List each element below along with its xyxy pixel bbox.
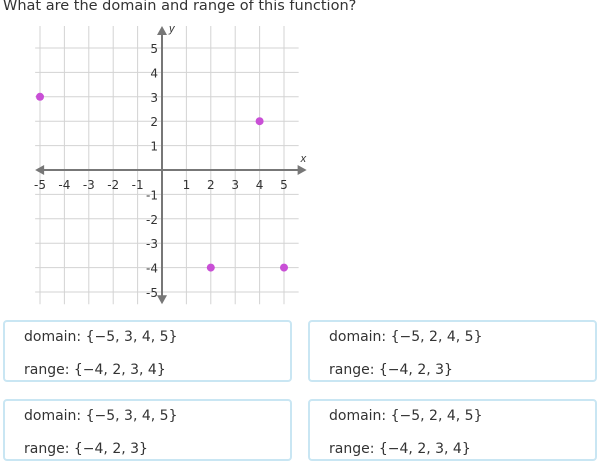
data-point (207, 264, 215, 272)
x-tick-label: 4 (255, 178, 264, 192)
x-tick-label: 5 (280, 178, 288, 192)
y-axis-up-arrow (157, 26, 167, 35)
choice-3-range: range: {−4, 2, 3} (24, 441, 148, 457)
y-tick-label: 4 (150, 66, 158, 81)
data-point (280, 264, 288, 272)
y-tick-label: -5 (146, 286, 158, 300)
coordinate-graph (0, 0, 320, 320)
y-tick-label: -3 (146, 237, 158, 252)
choice-1-domain: domain: {−5, 3, 4, 5} (24, 329, 178, 345)
y-tick-label: 5 (150, 42, 158, 56)
answer-choice-2[interactable] (308, 320, 597, 382)
question-text: What are the domain and range of this function? (3, 0, 357, 14)
choice-1-range: range: {−4, 2, 3, 4} (24, 362, 166, 378)
choice-2-domain: domain: {−5, 2, 4, 5} (329, 329, 483, 345)
x-tick-label: 3 (231, 178, 240, 192)
x-axis-label: x (300, 153, 307, 165)
y-axis-label: y (169, 23, 175, 36)
x-tick-label: -2 (107, 178, 120, 192)
y-axis-down-arrow (157, 295, 167, 304)
answer-choice-3[interactable] (3, 399, 292, 461)
x-tick-label: -3 (82, 178, 95, 192)
data-point (256, 117, 264, 125)
x-tick-label: 2 (206, 178, 215, 192)
choice-4-range: range: {−4, 2, 3, 4} (329, 441, 471, 457)
y-tick-label: -2 (146, 212, 158, 227)
x-tick-label: -1 (131, 178, 144, 192)
data-point (36, 93, 44, 101)
answer-choice-4[interactable] (308, 399, 597, 461)
x-axis-right-arrow (298, 165, 307, 175)
y-tick-label: 2 (150, 115, 158, 130)
y-tick-label: -4 (146, 261, 158, 276)
answer-choice-1[interactable] (3, 320, 292, 382)
y-tick-label: -1 (146, 188, 158, 203)
x-tick-label: -4 (58, 178, 71, 192)
y-tick-label: 3 (150, 90, 158, 105)
choice-3-domain: domain: {−5, 3, 4, 5} (24, 408, 178, 424)
choice-4-domain: domain: {−5, 2, 4, 5} (329, 408, 483, 424)
x-tick-label: 1 (182, 178, 191, 192)
y-tick-label: 1 (150, 139, 158, 154)
x-tick-label: -5 (34, 178, 46, 192)
choice-2-range: range: {−4, 2, 3} (329, 362, 453, 378)
